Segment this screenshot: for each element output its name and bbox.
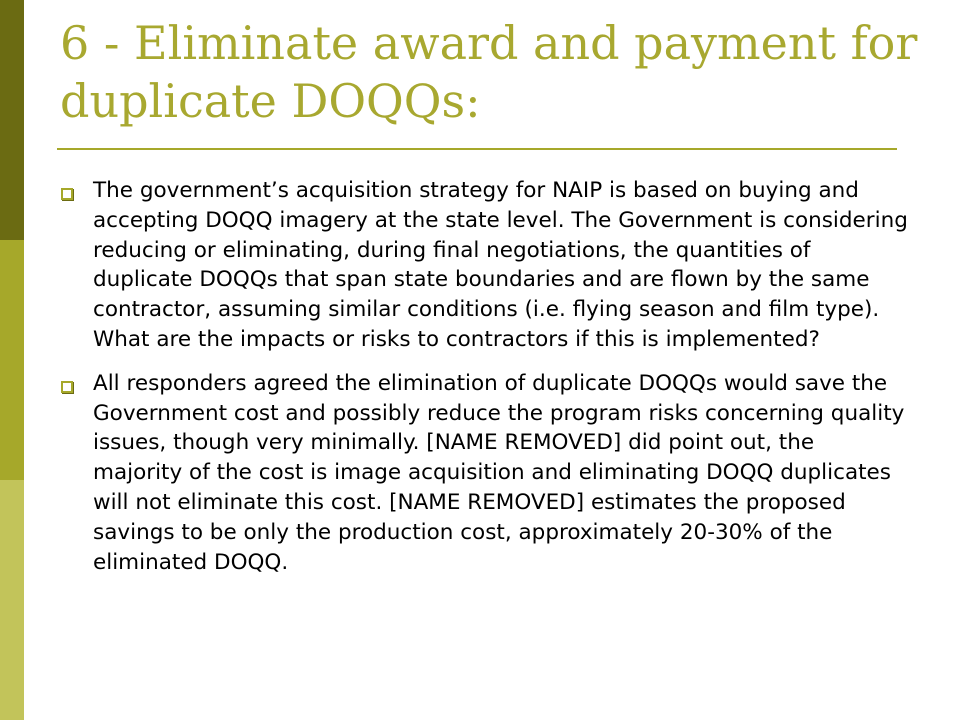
bullet-item bbox=[60, 369, 910, 578]
title-divider bbox=[57, 148, 897, 150]
bullet-item bbox=[60, 176, 910, 355]
side-accent-bar-middle bbox=[0, 240, 24, 480]
bullet-text: The government’s acquisition strategy for NAIP is based on buying and accepting DOQQ imagery at the state level. The Government is considering reducing or eliminating, during final negotiations, the quantities of duplicate DOQQs that span state boundaries and are flown by the same contractor, assuming similar conditions (i.e. flying season and film type). What are the impacts or risks to contractors if this is implemented? bbox=[93, 178, 908, 352]
bullet-text: All responders agreed the elimination of duplicate DOQQs would save the Government cost and possibly reduce the program risks concerning quality issues, though very minimally. [NAME REMOVED] did point out, the majority of the cost is image acquisition and eliminating DOQQ duplicates will not eliminate this cost. [NAME REMOVED] estimates the proposed savings to be only the production cost, approximately 20-30% of the eliminated DOQQ. bbox=[93, 370, 905, 575]
hollow-square-bullet-icon bbox=[61, 381, 73, 393]
side-accent-bar-top bbox=[0, 0, 24, 240]
side-accent-bar-bottom bbox=[0, 480, 24, 720]
slide-title: 6 - Eliminate award and payment for duplicate DOQQs: bbox=[60, 16, 918, 128]
hollow-square-bullet-icon bbox=[61, 188, 73, 200]
bullet-list bbox=[60, 176, 910, 591]
